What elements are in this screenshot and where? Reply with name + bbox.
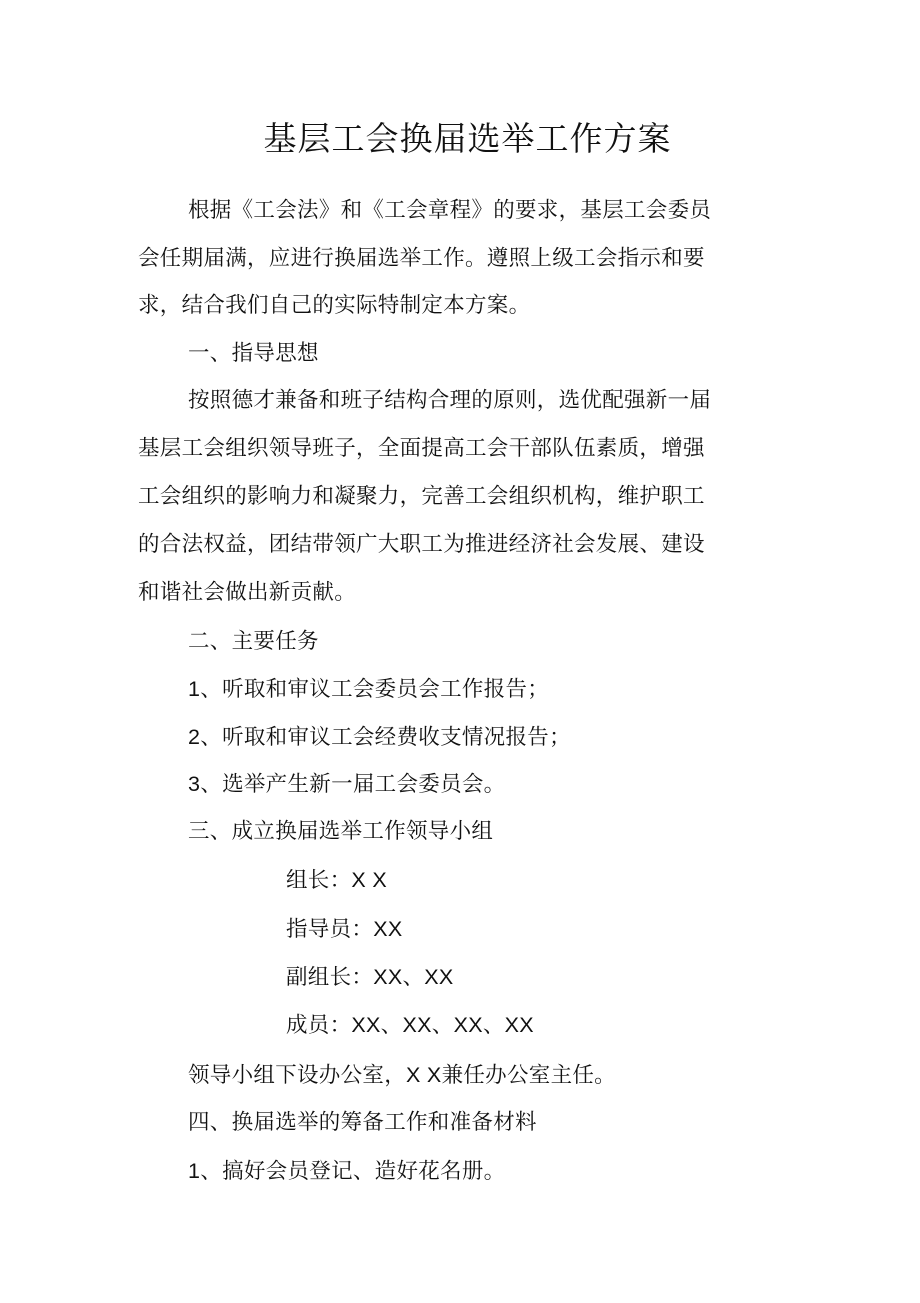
item-text: 、听取和审议工会经费收支情况报告； (200, 725, 571, 750)
item-number: 1 (188, 1159, 201, 1183)
section1-line-4: 的合法权益，团结带领广大职工为推进经济社会发展、建设 (138, 532, 705, 557)
section4-item-1 (188, 1154, 505, 1189)
section1-line-3: 工会组织的影响力和凝聚力，完善工会组织机构，维护职工 (138, 484, 705, 509)
member-role: 成员： (286, 1013, 352, 1038)
office-suffix: 兼任办公室主任。 (441, 1063, 616, 1088)
item-number: 3 (188, 772, 201, 796)
section1-line-1: 按照德才兼备和班子结构合理的原则，选优配强新一届 (188, 388, 712, 413)
members-line (286, 1008, 534, 1043)
section4-heading: 四、换届选举的筹备工作和准备材料 (188, 1110, 537, 1135)
member-name: XX、XX (373, 965, 454, 989)
member-role: 副组长： (286, 965, 374, 990)
member-role: 指导员： (286, 917, 374, 942)
deputy-leader-line (286, 960, 454, 995)
member-name: X X (351, 868, 387, 892)
office-name: X X (406, 1063, 442, 1087)
item-text: 、选举产生新一届工会委员会。 (200, 772, 506, 797)
section2-heading: 二、主要任务 (188, 629, 319, 654)
item-text: 、听取和审议工会委员会工作报告； (200, 677, 550, 702)
section3-heading: 三、成立换届选举工作领导小组 (188, 819, 494, 844)
section1-line-5: 和谐社会做出新贡献。 (138, 580, 357, 605)
section2-item-3 (188, 767, 505, 802)
member-name: XX、XX、XX、XX (351, 1013, 534, 1037)
intro-line-1: 根据《工会法》和《工会章程》的要求，基层工会委员 (188, 198, 712, 223)
instructor-line (286, 912, 402, 947)
office-line (188, 1058, 616, 1093)
document-title: 基层工会换届选举工作方案 (263, 119, 672, 158)
office-prefix: 领导小组下设办公室， (188, 1063, 407, 1088)
intro-line-2: 会任期届满，应进行换届选举工作。遵照上级工会指示和要 (138, 246, 705, 271)
member-role: 组长： (286, 868, 352, 893)
item-number: 1 (188, 677, 201, 701)
item-text: 、搞好会员登记、造好花名册。 (200, 1159, 506, 1184)
member-name: XX (373, 917, 403, 941)
leader-line (286, 863, 387, 898)
section2-item-1 (188, 672, 549, 707)
section1-line-2: 基层工会组织领导班子，全面提高工会干部队伍素质，增强 (138, 436, 705, 461)
section2-item-2 (188, 720, 571, 755)
section1-heading: 一、指导思想 (188, 341, 319, 366)
intro-line-3: 求，结合我们自己的实际特制定本方案。 (138, 293, 531, 318)
item-number: 2 (188, 725, 201, 749)
